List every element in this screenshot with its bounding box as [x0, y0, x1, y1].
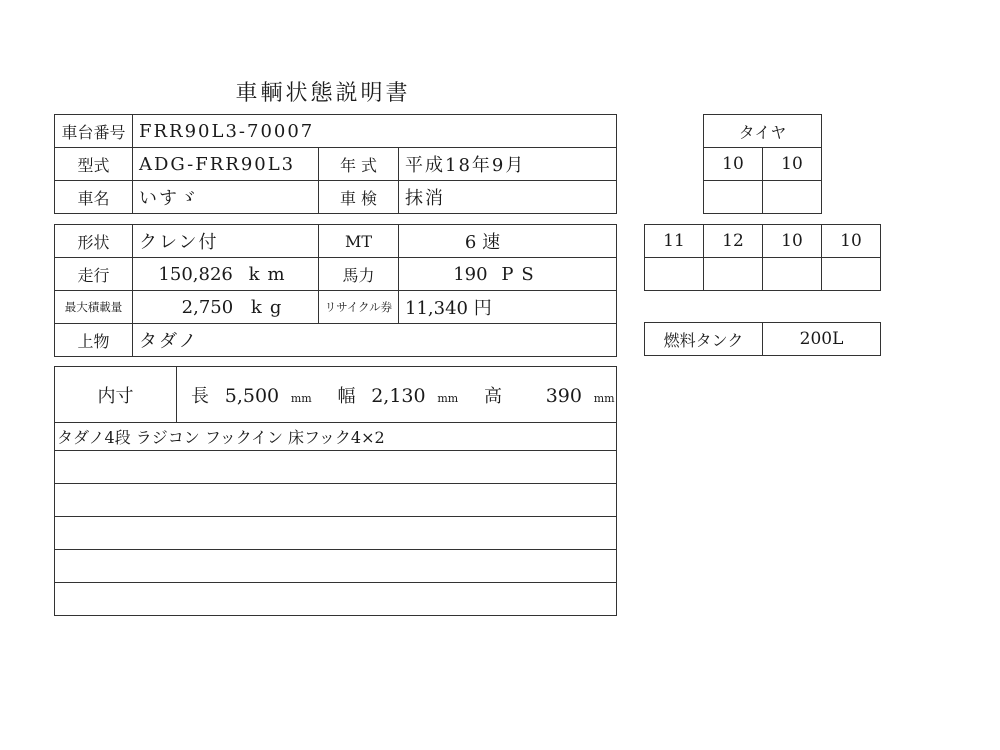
name-row — [55, 181, 617, 214]
dimensions-table — [54, 366, 617, 616]
recycle-value: 11,340 円 — [399, 291, 617, 324]
notes-line — [55, 451, 617, 484]
width-unit: mm — [437, 391, 459, 405]
power-unit: PS — [501, 263, 542, 285]
tire-front-right: 10 — [763, 148, 822, 181]
tire-rear-blank — [822, 258, 881, 291]
dimensions-row — [55, 367, 617, 423]
power-label: 馬力 — [319, 258, 399, 291]
tire-front-row — [704, 148, 822, 181]
transmission-value: 6 速 — [399, 225, 617, 258]
dimensions-values — [177, 367, 617, 423]
tire-rear-1: 11 — [645, 225, 704, 258]
tire-rear-blank — [763, 258, 822, 291]
chassis-number-label: 車台番号 — [55, 115, 133, 148]
length-label: 長 — [191, 385, 209, 407]
tire-rear-row — [645, 225, 881, 258]
transmission-label: MT — [319, 225, 399, 258]
notes-row — [55, 484, 617, 517]
tire-front-blank-row — [704, 181, 822, 214]
mileage-value: 150,826 — [158, 263, 233, 285]
tire-header: タイヤ — [704, 115, 822, 148]
payload-row — [55, 291, 617, 324]
mileage-row — [55, 258, 617, 291]
chassis-number-value: FRR90L3-70007 — [133, 115, 617, 148]
notes-line — [55, 517, 617, 550]
inspection-label: 車 検 — [319, 181, 399, 214]
payload-unit: kg — [250, 296, 290, 318]
recycle-label: リサイクル券 — [319, 291, 399, 324]
body-row — [55, 324, 617, 357]
tire-rear-blank — [645, 258, 704, 291]
tire-rear-4: 10 — [822, 225, 881, 258]
mileage-cell — [133, 258, 319, 291]
body-label: 上物 — [55, 324, 133, 357]
width-value: 2,130 — [371, 384, 426, 407]
notes-line: タダノ4段 ラジコン フックイン 床フック4×2 — [55, 423, 617, 451]
mileage-unit: km — [248, 263, 293, 285]
maker-label: 車名 — [55, 181, 133, 214]
shape-value: クレン付 — [133, 225, 319, 258]
tire-rear-2: 12 — [704, 225, 763, 258]
document-title: 車輌状態説明書 — [235, 81, 411, 106]
maker-value: いすゞ — [133, 181, 319, 214]
shape-row — [55, 225, 617, 258]
chassis-row — [55, 115, 617, 148]
tire-front-table — [703, 114, 822, 214]
fuel-label: 燃料タンク — [645, 323, 763, 356]
tire-rear-3: 10 — [763, 225, 822, 258]
vehicle-info-table — [54, 114, 617, 214]
spec-table — [54, 224, 617, 357]
notes-row — [55, 550, 617, 583]
notes-line — [55, 583, 617, 616]
shape-label: 形状 — [55, 225, 133, 258]
year-label: 年 式 — [319, 148, 399, 181]
notes-row — [55, 451, 617, 484]
power-value: 190 — [453, 263, 488, 285]
tire-front-left: 10 — [704, 148, 763, 181]
height-unit: mm — [593, 391, 615, 405]
tire-front-blank — [704, 181, 763, 214]
payload-label: 最大積載量 — [55, 291, 133, 324]
notes-row — [55, 423, 617, 451]
notes-row — [55, 583, 617, 616]
tire-rear-blank — [704, 258, 763, 291]
length-unit: mm — [290, 391, 312, 405]
model-label: 型式 — [55, 148, 133, 181]
mileage-label: 走行 — [55, 258, 133, 291]
tire-rear-blank-row — [645, 258, 881, 291]
power-cell — [399, 258, 617, 291]
payload-value: 2,750 — [181, 296, 234, 318]
model-value: ADG-FRR90L3 — [133, 148, 319, 181]
length-value: 5,500 — [224, 384, 280, 407]
body-value: タダノ — [133, 324, 617, 357]
tire-front-blank — [763, 181, 822, 214]
height-label: 高 — [483, 385, 502, 407]
inspection-value: 抹消 — [399, 181, 617, 214]
dimensions-label: 内寸 — [55, 367, 177, 423]
fuel-row — [645, 323, 881, 356]
notes-line — [55, 484, 617, 517]
tire-header-row — [704, 115, 822, 148]
notes-row — [55, 517, 617, 550]
width-label: 幅 — [337, 385, 356, 407]
payload-cell — [133, 291, 319, 324]
fuel-table — [644, 322, 881, 356]
notes-line — [55, 550, 617, 583]
model-row — [55, 148, 617, 181]
tire-rear-table — [644, 224, 881, 291]
year-value: 平成18年9月 — [399, 148, 617, 181]
height-value: 390 — [545, 384, 582, 407]
fuel-value: 200L — [763, 323, 881, 356]
